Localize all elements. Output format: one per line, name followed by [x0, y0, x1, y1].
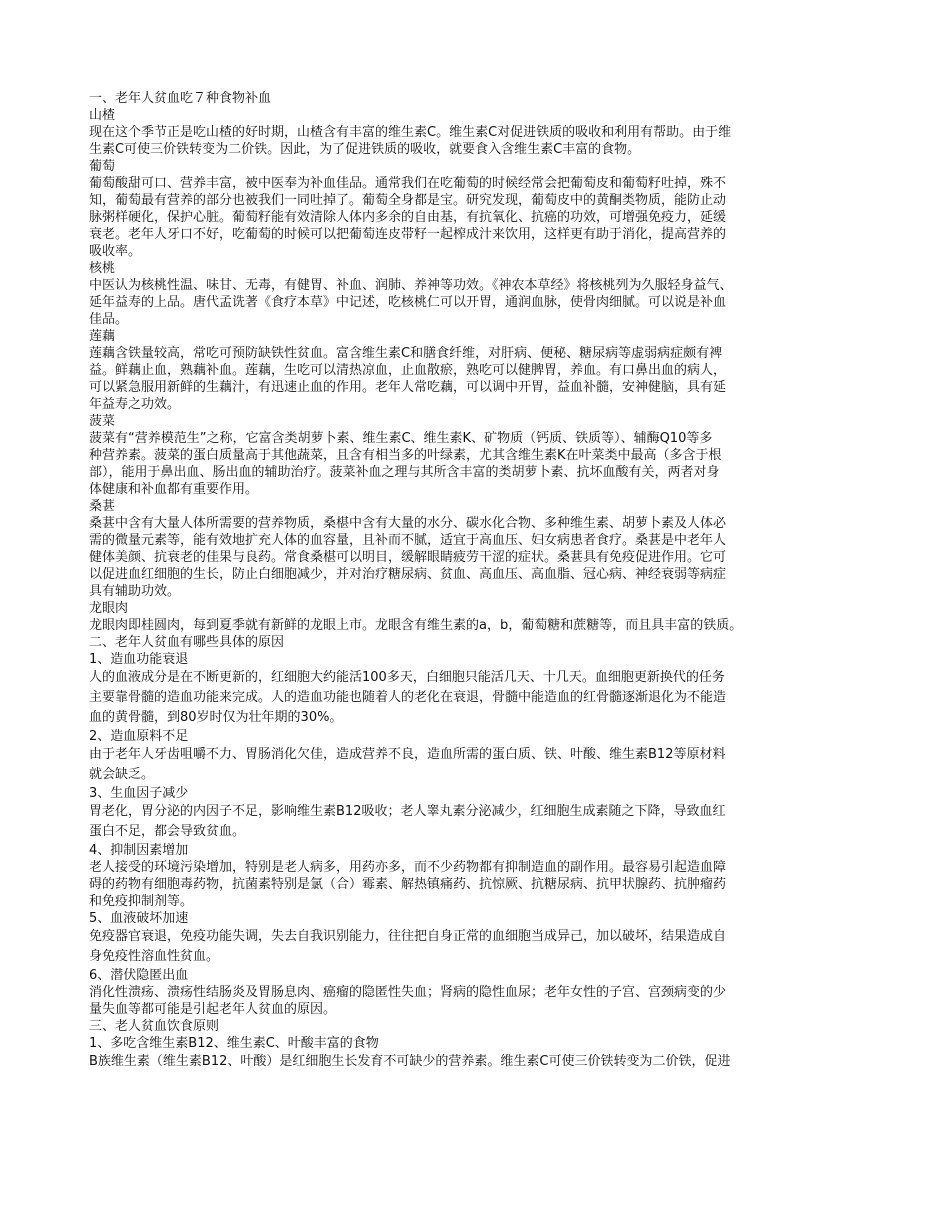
paragraph: [89, 927, 864, 967]
text-line: 消化性溃疡、溃疡性结肠炎及胃肠息肉、癌瘤的隐匿性失血；肾病的隐性血尿；老年女性的子宫、宫颈病变的少: [89, 985, 727, 1000]
paragraph: [89, 345, 864, 413]
text-line: 量失血等都可能是引起老年人贫血的原因。: [89, 1002, 337, 1017]
section-heading: [89, 413, 864, 430]
text-line: 龙眼肉即桂圆肉，每到夏季就有新鲜的龙眼上市。龙眼含有维生素的a，b，葡萄糖和蔗糖等，而且具丰富的铁质。: [89, 618, 743, 633]
text-line: 需的微量元素等，能有效地扩充人体的血容量，且补而不腻，适宜于高血压、妇女病患者食疗。桑葚是中老年人: [89, 533, 727, 548]
text-line: 衰老。老年人牙口不好，吃葡萄的时候可以把葡萄连皮带籽一起榨成汁来饮用，这样更有助于消化，提高营养的: [89, 227, 727, 242]
paragraph: [89, 617, 864, 634]
section-heading: [89, 260, 864, 277]
paragraph: [89, 515, 864, 600]
text-line: 益。鲜藕止血，熟藕补血。莲藕，生吃可以清热凉血，止血散瘀，熟吃可以健脾胃，养血。有口鼻出血的病人，: [89, 363, 727, 378]
text-line: 以促进血红细胞的生长，防止白细胞减少，并对治疗糖尿病、贫血、高血压、高血脂、冠心病、神经衰弱等病症: [89, 567, 727, 582]
text-line: 吸收率。: [89, 244, 142, 259]
text-line: 脉粥样硬化，保护心脏。葡萄籽能有效清除人体内多余的自由基，有抗氧化、抗癌的功效，可增强免疫力，延缓: [89, 210, 727, 225]
text-line: 菠菜有“营养模范生”之称，它富含类胡萝卜素、维生素C、维生素K、矿物质（钙质、铁质等）、辅酶Q10等多: [89, 431, 713, 446]
text-line: 3、生血因子减少: [89, 786, 189, 801]
text-line: 佳品。: [89, 312, 129, 327]
text-line: 1、多吃含维生素B12、维生素C、叶酸丰富的食物: [89, 1036, 379, 1051]
section-heading: [89, 90, 864, 107]
section-heading: [89, 785, 864, 802]
text-line: 具有辅助功效。: [89, 584, 181, 599]
text-line: 核桃: [89, 261, 116, 276]
text-line: 由于老年人牙齿咀嚼不力、胃肠消化欠佳，造成营养不良，造血所需的蛋白质、铁、叶酸、维生素B12等原材料: [89, 747, 726, 762]
section-heading: [89, 1035, 864, 1052]
text-line: 免疫器官衰退，免疫功能失调，失去自我识别能力，往往把自身正常的血细胞当成异己，加以破坏，结果造成自: [89, 929, 727, 944]
text-line: 一、老年人贫血吃７种食物补血: [89, 91, 272, 106]
paragraph: [89, 859, 864, 910]
text-line: 碍的药物有细胞毒药物，抗菌素特别是氯（合）霉素、解热镇痛药、抗惊厥、抗糖尿病、抗甲状腺药、抗肿瘤药: [89, 877, 727, 892]
text-line: 三、老人贫血饮食原则: [89, 1019, 220, 1034]
text-line: 健体美颜、抗衰老的佳果与良药。常食桑椹可以明目，缓解眼睛疲劳干涩的症状。桑葚具有免疫促进作用。它可: [89, 550, 727, 565]
document-page: [89, 90, 864, 1072]
text-line: 蛋白不足，都会导致贫血。: [89, 824, 246, 839]
paragraph: [89, 124, 864, 158]
paragraph: [89, 277, 864, 328]
text-line: 可以紧急服用新鲜的生藕汁，有迅速止血的作用。老年人常吃藕，可以调中开胃，益血补髓，安神健脑，具有延: [89, 380, 727, 395]
text-line: 就会缺乏。: [89, 767, 155, 782]
text-line: 人的血液成分是在不断更新的，红细胞大约能活100多天，白细胞只能活几天、十几天。血细胞更新换代的任务: [89, 670, 725, 685]
paragraph: [89, 430, 864, 498]
text-line: 葡萄: [89, 159, 116, 174]
section-heading: [89, 910, 864, 927]
text-line: 现在这个季节正是吃山楂的好时期，山楂含有丰富的维生素C。维生素C对促进铁质的吸收和利用有帮助。由于维: [89, 125, 732, 140]
paragraph: [89, 745, 864, 785]
section-heading: [89, 651, 864, 668]
text-line: 老人接受的环境污染增加，特别是老人病多，用药亦多，而不少药物都有抑制造血的副作用。最容易引起造血障: [89, 860, 727, 875]
text-line: 莲藕: [89, 329, 116, 344]
text-line: 延年益寿的上品。唐代孟诜著《食疗本草》中记述，吃核桃仁可以开胃，通润血脉，使骨肉细腻。可以说是补血: [89, 295, 727, 310]
section-heading: [89, 158, 864, 175]
text-line: 莲藕含铁量较高，常吃可预防缺铁性贫血。富含维生素C和膳食纤维，对肝病、便秘、糖尿病等虚弱病症颇有裨: [89, 346, 723, 361]
text-line: 体健康和补血都有重要作用。: [89, 482, 259, 497]
text-line: 和免疫抑制剂等。: [89, 894, 194, 909]
paragraph: [89, 668, 864, 728]
paragraph: [89, 175, 864, 260]
text-line: 6、潜伏隐匿出血: [89, 968, 189, 983]
text-line: B族维生素（维生素B12、叶酸）是红细胞生长发育不可缺少的营养素。维生素C可使三价铁转变为二价铁，促进: [89, 1054, 731, 1069]
text-line: 知，葡萄最有营养的部分也被我们一同吐掉了。葡萄全身都是宝。研究发现，葡萄皮中的黄酮类物质，能防止动: [89, 193, 727, 208]
text-line: 身免疫性溶血性贫血。: [89, 949, 220, 964]
paragraph: [89, 1052, 864, 1072]
text-line: 种营养素。菠菜的蛋白质量高于其他蔬菜，且含有相当多的叶绿素，尤其含维生素K在叶菜类中最高（多含于根: [89, 448, 722, 463]
text-line: 生素C可使三价铁转变为二价铁。因此，为了促进铁质的吸收，就要食入含维生素C丰富的食物。: [89, 142, 641, 157]
text-line: 部），能用于鼻出血、肠出血的辅助治疗。菠菜补血之理与其所含丰富的类胡萝卜素、抗坏血酸有关，两者对身: [89, 465, 720, 480]
section-heading: [89, 328, 864, 345]
text-line: 4、抑制因素增加: [89, 843, 189, 858]
text-line: 年益寿之功效。: [89, 397, 181, 412]
section-heading: [89, 498, 864, 515]
text-line: 1、造血功能衰退: [89, 652, 189, 667]
text-line: 山楂: [89, 108, 116, 123]
text-line: 桑葚: [89, 499, 116, 514]
text-line: 2、造血原料不足: [89, 729, 189, 744]
section-heading: [89, 842, 864, 859]
section-heading: [89, 1018, 864, 1035]
text-line: 菠菜: [89, 414, 116, 429]
text-line: 葡萄酸甜可口、营养丰富，被中医奉为补血佳品。通常我们在吃葡萄的时候经常会把葡萄皮和葡萄籽吐掉，殊不: [89, 176, 727, 191]
section-heading: [89, 728, 864, 745]
section-heading: [89, 600, 864, 617]
text-line: 胃老化，胃分泌的内因子不足，影响维生素B12吸收；老人睾丸素分泌减少，红细胞生成素随之下降，导致血红: [89, 804, 726, 819]
text-line: 二、老年人贫血有哪些具体的原因: [89, 635, 285, 650]
text-line: 主要靠骨髓的造血功能来完成。人的造血功能也随着人的老化在衰退，骨髓中能造血的红骨髓逐渐退化为不能造: [89, 690, 727, 705]
paragraph: [89, 802, 864, 842]
section-heading: [89, 967, 864, 984]
section-heading: [89, 634, 864, 651]
text-line: 血的黄骨髓，到80岁时仅为壮年期的30%。: [89, 710, 343, 725]
paragraph: [89, 984, 864, 1018]
text-line: 桑葚中含有大量人体所需要的营养物质，桑椹中含有大量的水分、碳水化合物、多种维生素、胡萝卜素及人体必: [89, 516, 727, 531]
text-line: 5、血液破坏加速: [89, 911, 189, 926]
section-heading: [89, 107, 864, 124]
text-line: 中医认为核桃性温、味甘、无毒，有健胃、补血、润肺、养神等功效。《神农本草经》将核桃列为久服轻身益气、: [89, 278, 733, 293]
text-line: 龙眼肉: [89, 601, 129, 616]
